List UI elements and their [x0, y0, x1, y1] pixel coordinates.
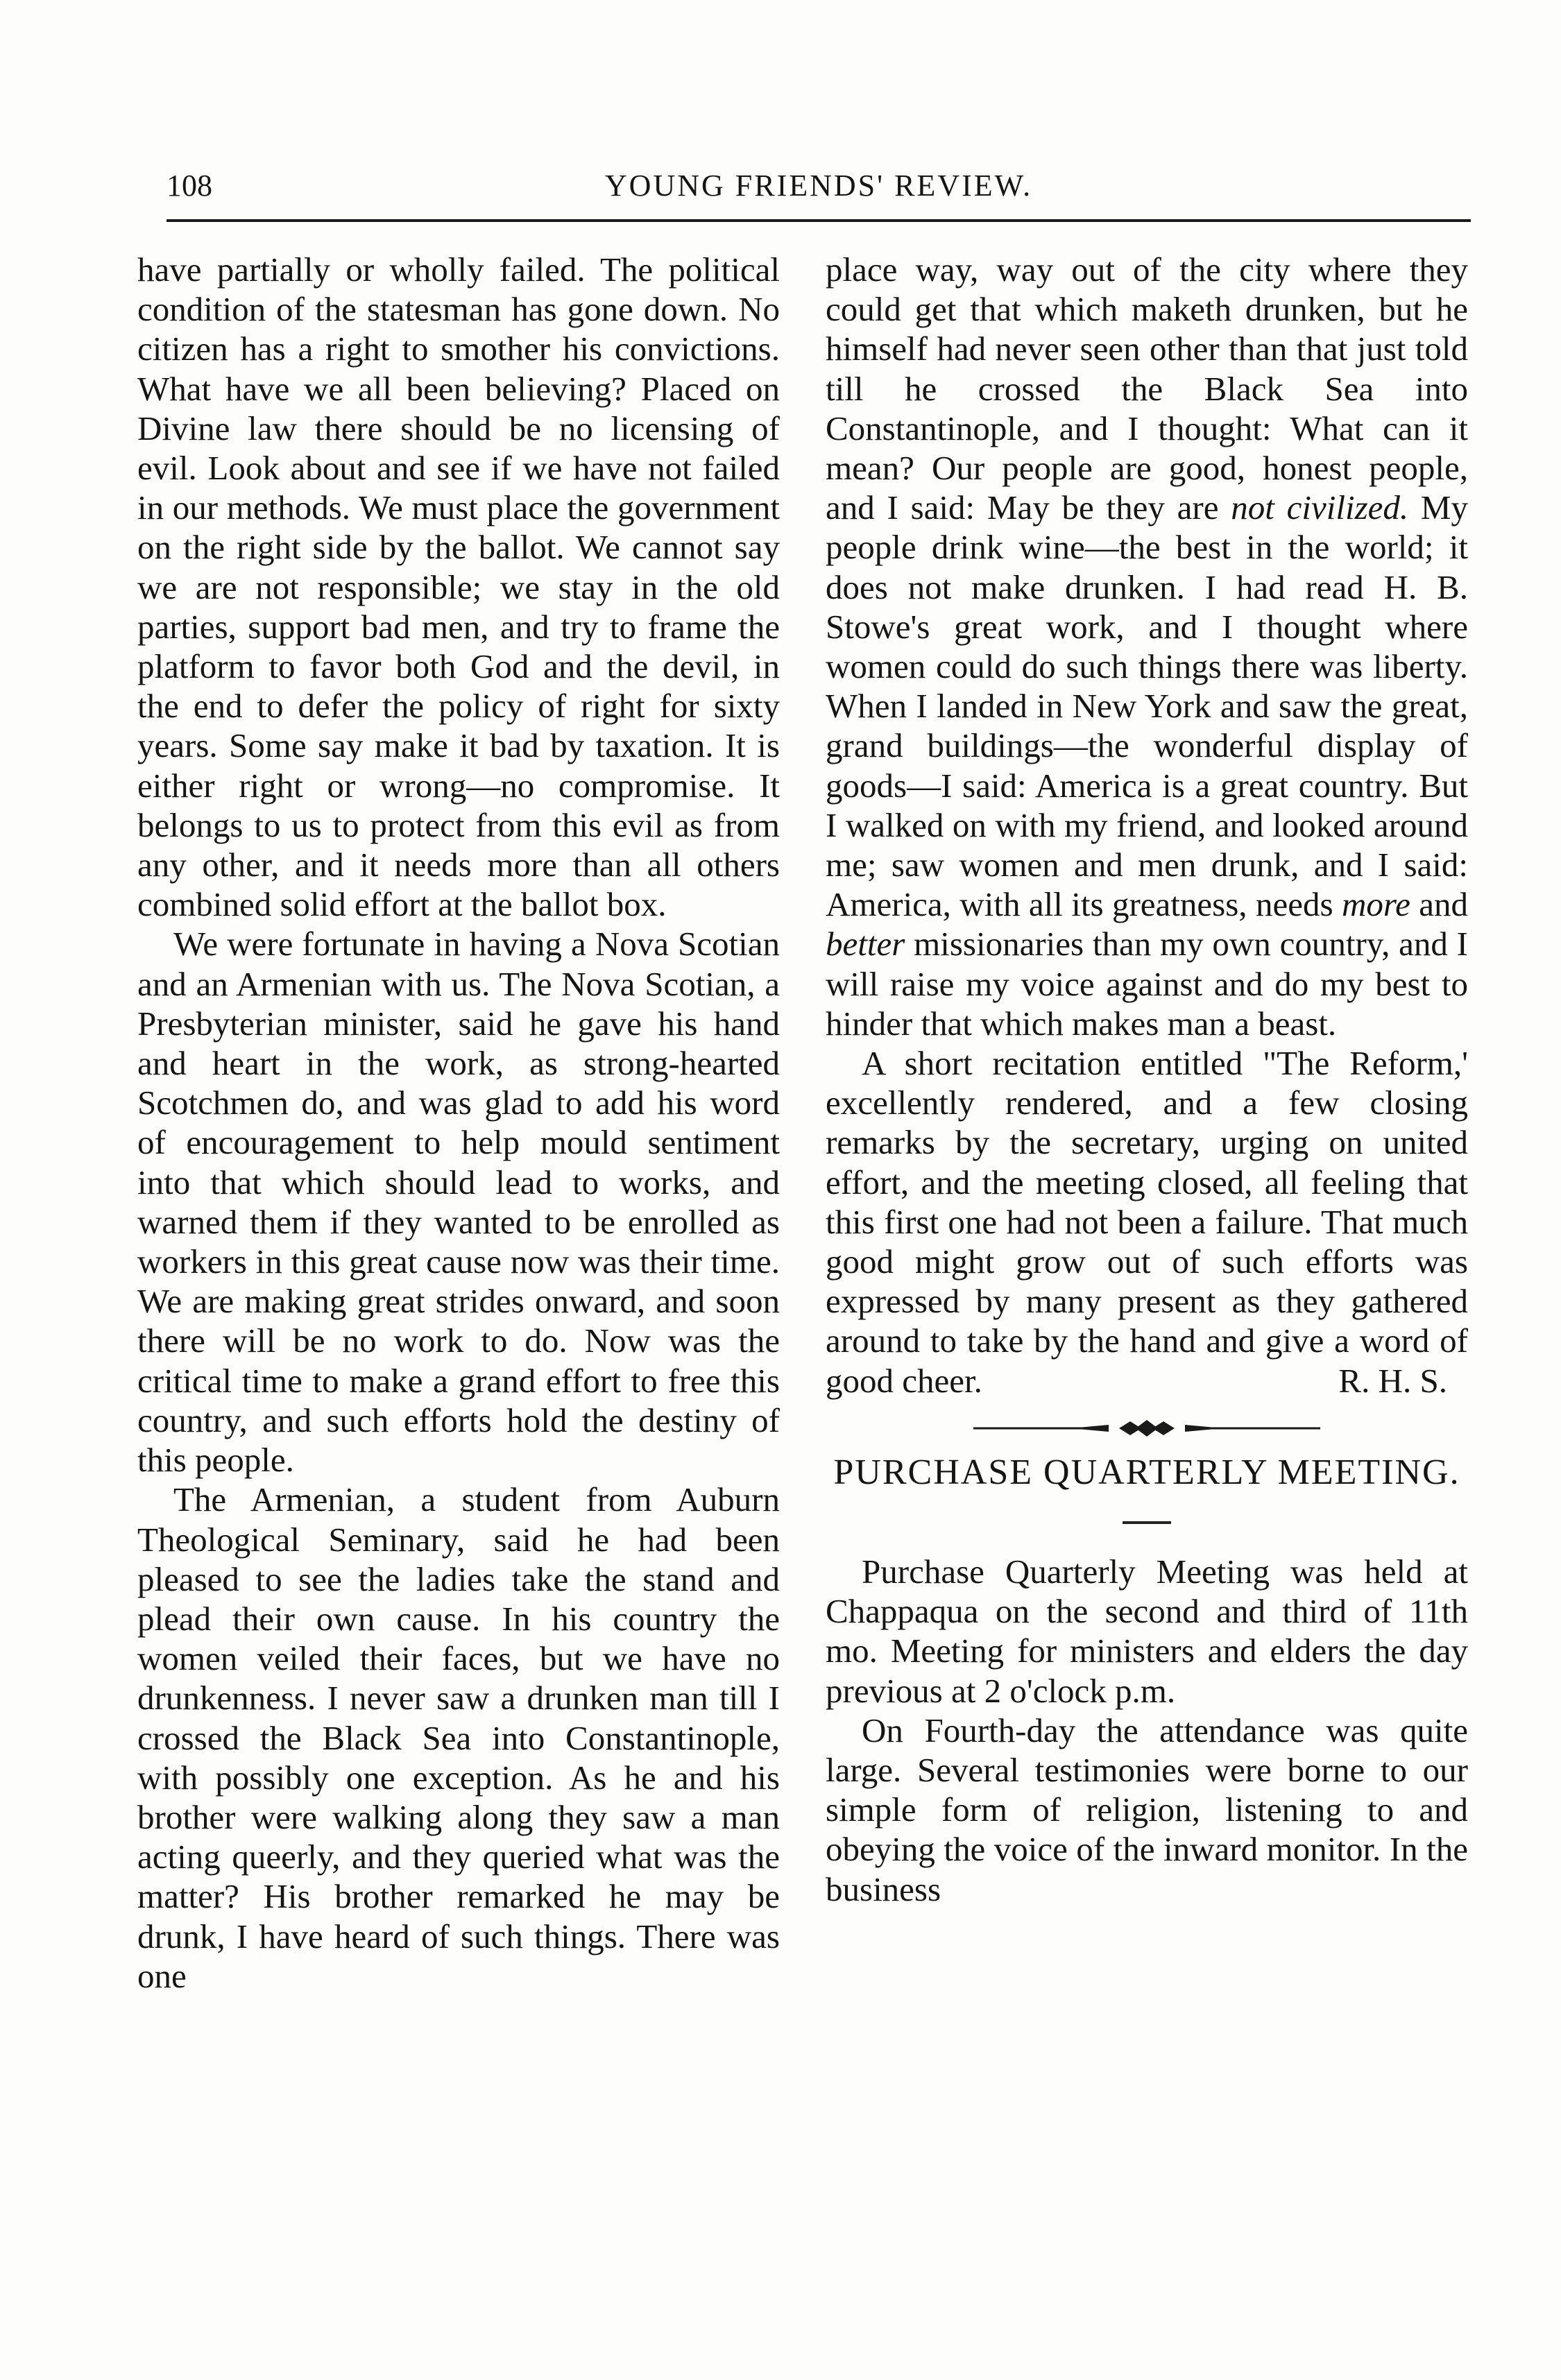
- page-number: 108: [167, 169, 212, 203]
- signature: R. H. S.: [1338, 1361, 1447, 1400]
- section-title: PURCHASE QUARTERLY MEETING.: [833, 1452, 1460, 1492]
- text-run: My people drink wine—the best in the world; it does not make drunken. I had read H. B. Stowe's great work, and I thought where women could do such things there was liberty. When I landed in New York and saw the great, grand buildings—the wonderful display of goods—I said: America is a great country. But I walked on with my friend, and looked around me; saw women and men drunk, and I said: America, with all its greatness, needs: [826, 488, 1468, 924]
- paragraph: Purchase Quarterly Meeting was held at Chappaqua on the second and third of 11th mo. Meeting for ministers and elders the day previous at 2 o'clock p.m.: [826, 1552, 1468, 1710]
- text-run: and: [1410, 885, 1468, 924]
- paragraph: On Fourth-day the attendance was quite large. Several testimonies were borne to our simple form of religion, listening to and obeying the voice of the inward monitor. In the business: [826, 1711, 1468, 1908]
- paragraph: The Armenian, a student from Auburn Theological Seminary, said he had been pleased to see the ladies take the stand and plead their own cause. In his country the women veiled their faces, but we have no drunkenness. I never saw a drunken man till I crossed the Black Sea into Constantinople, with possibly one exception. As he and his brother were walking along they saw a man acting queerly, and they queried what was the matter? His brother remarked he may be drunk, I have heard of such things. There was one: [137, 1480, 780, 1995]
- paragraph: [826, 250, 1468, 1043]
- title-dash: [1123, 1521, 1171, 1524]
- section-divider-ornament: [966, 1414, 1327, 1442]
- page-header: [167, 168, 1471, 216]
- right-column: [826, 250, 1468, 1909]
- italic-text: better: [826, 925, 905, 964]
- paragraph: [826, 1043, 1468, 1401]
- text-run: place way, way out of the city where they could get that which maketh drunken, but he himself had never seen other than that just told till he crossed the Black Sea into Constantinople, and I thought: What can it mean? Our people are good, honest people, and I said: May be they are: [826, 250, 1468, 527]
- paragraph: We were fortunate in having a Nova Scotian and an Armenian with us. The Nova Scotian, a Presbyterian minister, said he gave his hand and heart in the work, as strong-hearted Scotchmen do, and was glad to add his word of encouragement to help mould sentiment into that which should lead to works, and warned them if they wanted to be enrolled as workers in this great cause now was their time. We are making great strides onward, and soon there will be no work to do. Now was the critical time to make a grand effort to free this country, and such efforts hold the destiny of this people.: [137, 925, 780, 1480]
- italic-text: not civilized.: [1231, 488, 1409, 527]
- italic-text: more: [1341, 885, 1410, 924]
- text-run: A short recitation entitled "The Reform,' excellently rendered, and a few closing remarks by the secretary, urging on united effort, and the meeting closed, all feeling that this first one had not been a failure. That much good might grow out of such efforts was expressed by many present as they gathered around to take by the hand and give a word of good cheer.: [826, 1044, 1468, 1400]
- text-run: missionaries than my own country, and I will raise my voice against and do my best to hinder that which makes man a beast.: [826, 925, 1468, 1043]
- left-column: [137, 250, 780, 1996]
- header-rule: [167, 219, 1471, 222]
- running-title: YOUNG FRIENDS' REVIEW.: [604, 169, 1033, 203]
- paragraph: have partially or wholly failed. The political condition of the statesman has gone down. No citizen has a right to smother his convictions. What have we all been believing? Placed on Divine law there should be no licensing of evil. Look about and see if we have not failed in our methods. We must place the government on the right side by the ballot. We cannot say we are not responsible; we stay in the old parties, support bad men, and try to frame the platform to favor both God and the devil, in the end to defer the policy of right for sixty years. Some say make it bad by taxation. It is either right or wrong—no compromise. It belongs to us to protect from this evil as from any other, and it needs more than all others combined solid effort at the ballot box.: [137, 250, 780, 924]
